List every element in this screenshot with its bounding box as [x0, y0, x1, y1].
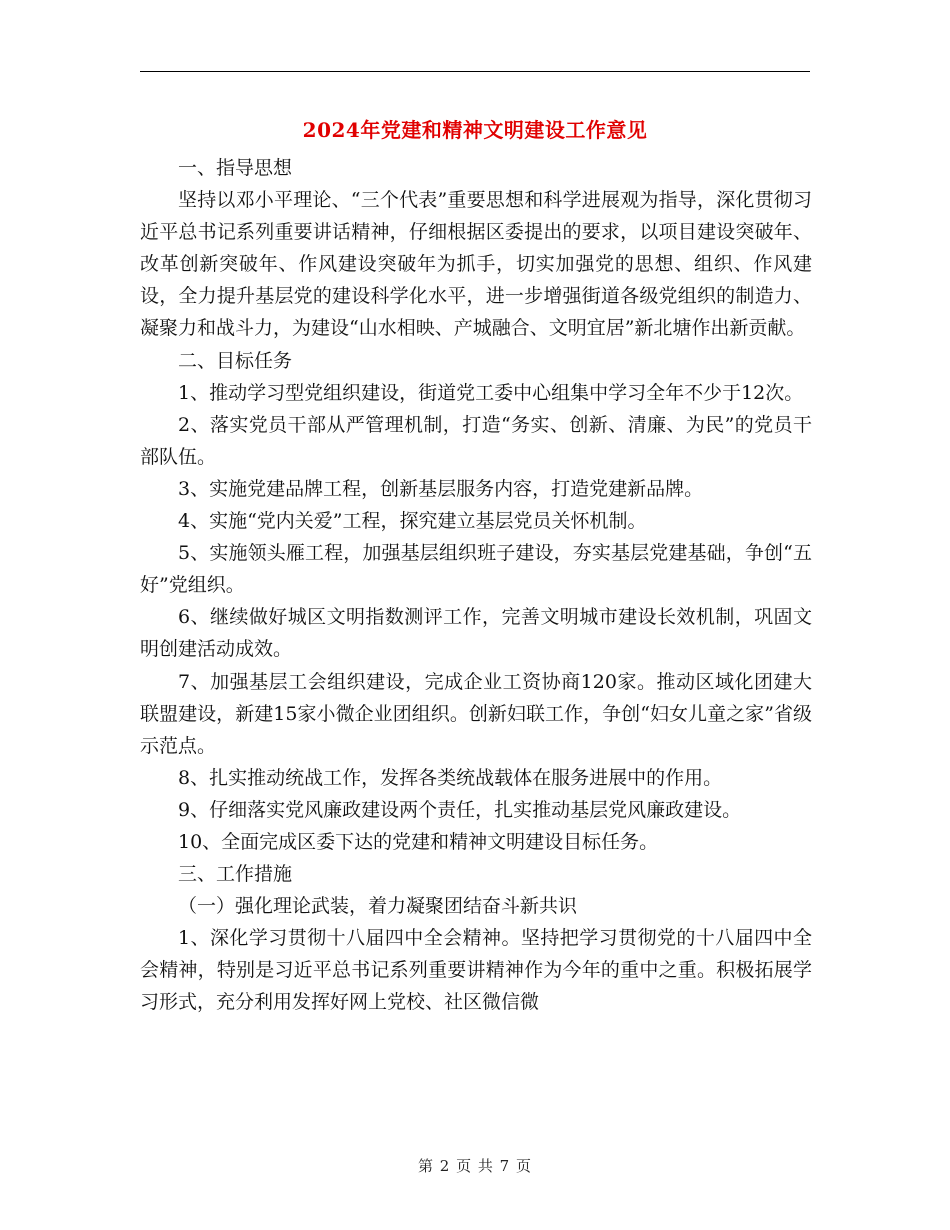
document-title: 2024年党建和精神文明建设工作意见: [302, 118, 648, 142]
list-item: 9、仔细落实党风廉政建设两个责任，扎实推动基层党风廉政建设。: [178, 798, 742, 821]
page-number: 第 2 页 共 7 页: [418, 1157, 532, 1175]
body-paragraph: 坚持以邓小平理论、“三个代表”重要思想和科学进展观为指导，深化贯彻习近平总书记系列重要讲话精神，仔细根据区委提出的要求，以项目建设突破年、改革创新突破年、作风建设突破年为抓手，切实加强党的思想、组织、作风建设，全力提升基层党的建设科学化水平，进一步增强街道各级党组织的制造力、凝聚力和战斗力，为建设“山水相映、产城融合、文明宜居”新北塘作出新贡献。: [140, 189, 812, 340]
list-item: 4、实施“党内关爱”工程，探究建立基层党员关怀机制。: [178, 510, 647, 533]
section-heading: 一、指导思想: [178, 157, 293, 179]
list-item: 10、全面完成区委下达的党建和精神文明建设目标任务。: [178, 830, 659, 853]
list-item: 7、加强基层工会组织建设，完成企业工资协商120家。推动区域化团建大联盟建设，新建15家小微企业团组织。创新妇联工作，争创“妇女儿童之家”省级示范点。: [140, 670, 812, 757]
document-body: [140, 152, 812, 1019]
list-item: 5、实施领头雁工程，加强基层组织班子建设，夯实基层党建基础，争创“五好”党组织。: [140, 542, 812, 597]
header-rule: [140, 71, 810, 72]
section-heading: 二、目标任务: [178, 349, 293, 372]
list-item: 3、实施党建品牌工程，创新基层服务内容，打造党建新品牌。: [178, 477, 704, 500]
list-item: 2、落实党员干部从严管理机制，打造“务实、创新、清廉、为民”的党员干部队伍。: [140, 413, 812, 468]
list-item: 6、继续做好城区文明指数测评工作，完善文明城市建设长效机制，巩固文明创建活动成效。: [140, 606, 812, 661]
subsection-heading: （一）强化理论武装，着力凝聚团结奋斗新共识: [178, 895, 578, 918]
section-heading: 三、工作措施: [178, 863, 293, 886]
list-item: 8、扎实推动统战工作，发挥各类统战载体在服务进展中的作用。: [178, 766, 723, 789]
body-paragraph: 1、深化学习贯彻十八届四中全会精神。坚持把学习贯彻党的十八届四中全会精神，特别是习近平总书记系列重要讲精神作为今年的重中之重。积极拓展学习形式，充分利用发挥好网上党校、社区微信微: [140, 927, 812, 1014]
list-item: 1、推动学习型党组织建设，街道党工委中心组集中学习全年不少于12次。: [178, 381, 804, 404]
